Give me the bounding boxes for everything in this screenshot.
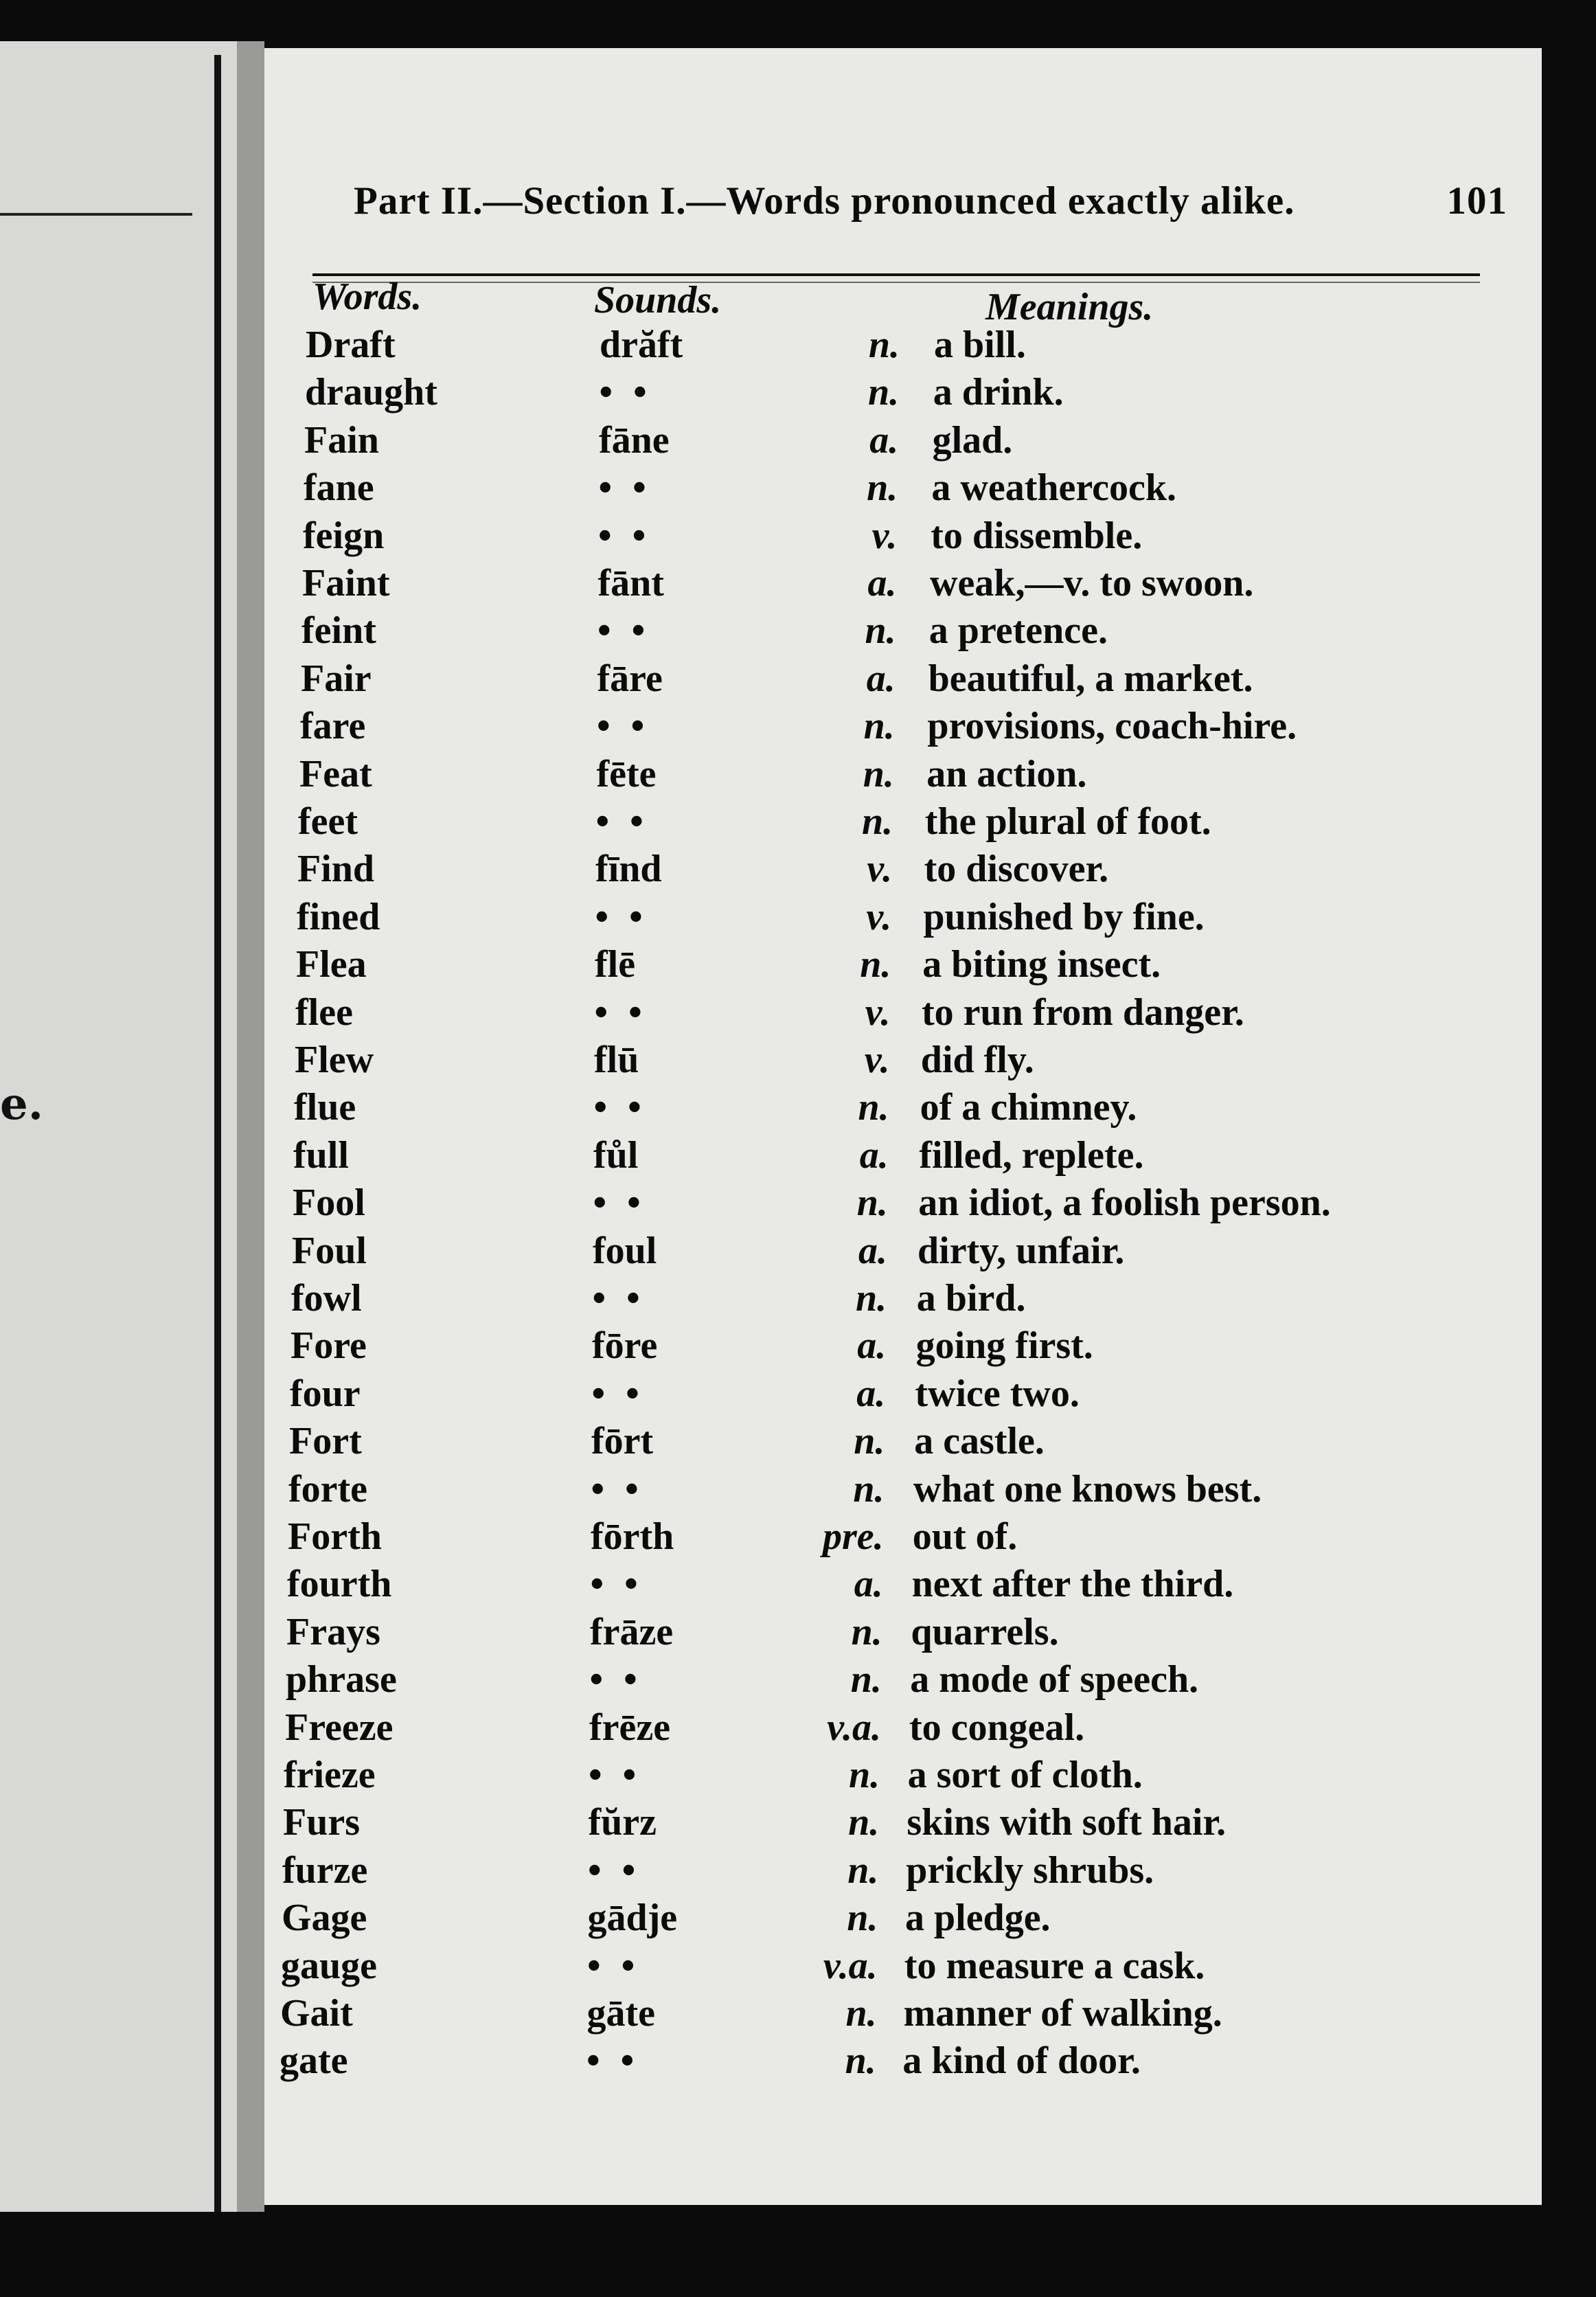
part-of-speech-cell: n. [849, 1754, 880, 1796]
table-row [264, 1657, 1501, 1701]
part-of-speech-cell: a. [856, 1372, 886, 1415]
sound-cell: • • [590, 1563, 643, 1605]
book-page [264, 48, 1542, 2205]
table-row [264, 1944, 1501, 1988]
sound-cell: • • [591, 1372, 645, 1415]
word-cell: feet [298, 800, 358, 843]
sound-cell: fāne [599, 419, 670, 462]
table-row [264, 1610, 1501, 1654]
facing-page-rule [0, 213, 192, 216]
sound-cell: fānt [597, 562, 664, 604]
meaning-cell: quarrels. [911, 1611, 1059, 1653]
sound-cell: • • [589, 1754, 642, 1796]
sound-cell: foul [593, 1230, 657, 1272]
word-cell: Foul [292, 1230, 367, 1272]
word-cell: gate [280, 2039, 348, 2082]
table-row [264, 1038, 1501, 1082]
meaning-cell: a pretence. [928, 609, 1108, 652]
word-cell: fane [304, 466, 374, 509]
part-of-speech-cell: v. [866, 896, 892, 938]
part-of-speech-cell: n. [863, 705, 895, 747]
part-of-speech-cell: v. [864, 1039, 890, 1081]
word-cell: furze [282, 1849, 368, 1892]
meaning-cell: a mode of speech. [910, 1658, 1199, 1701]
part-of-speech-cell: n. [847, 1897, 878, 1939]
meaning-cell: to congeal. [909, 1706, 1085, 1749]
sound-cell: frāze [590, 1611, 674, 1653]
facing-page-edge-text: e. [0, 1078, 43, 1130]
part-of-speech-cell: a. [859, 1134, 889, 1177]
part-of-speech-cell: v.a. [823, 1945, 878, 1987]
word-cell: Fain [304, 419, 379, 462]
meaning-cell: glad. [932, 419, 1013, 462]
part-of-speech-cell: n. [860, 943, 891, 986]
sound-cell: • • [587, 1945, 641, 1987]
sound-cell: • • [595, 800, 649, 843]
word-cell: frieze [284, 1754, 376, 1796]
table-row [264, 752, 1501, 796]
meaning-cell: punished by fine. [923, 896, 1205, 938]
word-cell: flee [295, 991, 353, 1034]
word-cell: four [290, 1372, 361, 1415]
word-cell: Freeze [285, 1706, 394, 1749]
table-row [264, 514, 1501, 558]
part-of-speech-cell: n. [865, 609, 896, 652]
book-spine-shadow [214, 55, 221, 2212]
word-cell: fined [297, 896, 380, 938]
part-of-speech-cell: a. [869, 419, 899, 462]
meaning-cell: of a chimney. [920, 1086, 1137, 1129]
meaning-cell: a sort of cloth. [907, 1754, 1143, 1796]
meaning-cell: what one knows best. [913, 1468, 1262, 1510]
sound-cell: gādje [587, 1897, 678, 1939]
part-of-speech-cell: n. [867, 466, 898, 509]
part-of-speech-cell: n. [851, 1611, 882, 1653]
part-of-speech-cell: a. [867, 562, 897, 604]
sound-cell: • • [592, 1277, 646, 1320]
table-row [264, 657, 1501, 701]
part-of-speech-cell: n. [856, 1181, 888, 1224]
word-cell: Feat [299, 753, 372, 795]
table-row [264, 2039, 1501, 2083]
word-cell: fowl [291, 1277, 362, 1320]
word-cell: Faint [302, 562, 390, 604]
header-rule-thin [312, 282, 1480, 283]
sound-cell: • • [589, 1658, 643, 1701]
sound-cell: • • [595, 896, 648, 938]
meaning-cell: the plural of foot. [924, 800, 1211, 843]
word-cell: Flea [296, 943, 367, 986]
facing-page-edge [0, 41, 237, 2212]
meaning-cell: a biting insect. [922, 943, 1161, 986]
word-cell: phrase [286, 1658, 397, 1701]
part-of-speech-cell: n. [863, 753, 894, 795]
meaning-cell: an action. [926, 753, 1087, 795]
sound-cell: fōrth [591, 1515, 674, 1558]
sound-cell: flū [594, 1039, 639, 1081]
sound-cell: fŭrz [588, 1801, 657, 1844]
word-cell: Fort [289, 1420, 362, 1462]
part-of-speech-cell: n. [845, 1992, 877, 2035]
meaning-cell: out of. [912, 1515, 1018, 1558]
sound-cell: • • [599, 371, 652, 414]
meaning-cell: weak,—v. to swoon. [930, 562, 1254, 604]
meaning-cell: to measure a cask. [904, 1945, 1205, 1987]
part-of-speech-cell: n. [868, 324, 900, 366]
meaning-cell: skins with soft hair. [907, 1801, 1227, 1844]
table-row [264, 800, 1501, 844]
word-cell: fourth [287, 1563, 392, 1605]
word-cell: Furs [283, 1801, 360, 1844]
part-of-speech-cell: n. [850, 1658, 882, 1701]
part-of-speech-cell: v. [871, 514, 898, 557]
table-row [264, 1372, 1501, 1416]
part-of-speech-cell: n. [854, 1420, 885, 1462]
sound-cell: • • [588, 1849, 641, 1892]
word-cell: Fool [293, 1181, 365, 1224]
word-cell: flue [294, 1086, 356, 1129]
sound-cell: • • [593, 1181, 646, 1224]
table-row [264, 847, 1501, 891]
meaning-cell: a bill. [934, 324, 1026, 366]
sound-cell: • • [593, 1086, 647, 1129]
sound-cell: drăft [600, 324, 683, 366]
meaning-cell: a weathercock. [931, 466, 1177, 509]
word-cell: gauge [281, 1945, 377, 1987]
table-row [264, 1085, 1501, 1129]
part-of-speech-cell: v. [867, 848, 893, 890]
word-cell: Flew [295, 1039, 374, 1081]
table-row [264, 895, 1501, 939]
meaning-cell: to dissemble. [931, 514, 1143, 557]
meaning-cell: to discover. [924, 848, 1109, 890]
sound-cell: • • [597, 609, 651, 652]
word-cell: Fore [290, 1324, 367, 1367]
table-row [264, 418, 1501, 462]
word-cell: Gait [280, 1992, 353, 2035]
sound-cell: frēze [589, 1706, 671, 1749]
table-row [264, 1706, 1501, 1750]
table-row [264, 1276, 1501, 1320]
word-cell: fare [300, 705, 366, 747]
header-rule [312, 273, 1480, 276]
part-of-speech-cell: a. [857, 1324, 887, 1367]
word-cell: Fair [301, 657, 372, 700]
meaning-cell: prickly shrubs. [906, 1849, 1154, 1892]
binding-gutter [237, 41, 264, 2212]
part-of-speech-cell: a. [858, 1230, 887, 1272]
table-row [264, 1181, 1501, 1225]
part-of-speech-cell: n. [853, 1468, 885, 1510]
part-of-speech-cell: n. [855, 1277, 887, 1320]
table-row [264, 466, 1501, 510]
meaning-cell: to run from danger. [922, 991, 1244, 1034]
table-row [264, 370, 1501, 414]
sound-cell: • • [594, 991, 648, 1034]
meaning-cell: dirty, unfair. [917, 1230, 1125, 1272]
table-row [264, 1419, 1501, 1463]
column-heading-sounds: Sounds. [594, 279, 722, 321]
meaning-cell: a bird. [916, 1277, 1026, 1320]
table-row [264, 1467, 1501, 1511]
word-cell: forte [288, 1468, 368, 1510]
meaning-cell: manner of walking. [903, 1992, 1222, 2035]
sound-cell: fēte [596, 753, 657, 795]
meaning-cell: a pledge. [905, 1897, 1051, 1939]
sound-cell: gāte [586, 1992, 656, 2035]
sound-cell: • • [597, 705, 650, 747]
sound-cell: fīnd [595, 848, 662, 890]
part-of-speech-cell: n. [858, 1086, 889, 1129]
word-cell: draught [305, 371, 437, 414]
table-row [264, 991, 1501, 1034]
sound-cell: fōrt [591, 1420, 654, 1462]
word-cell: Draft [306, 324, 396, 366]
word-cell: Gage [282, 1897, 367, 1939]
meaning-cell: an idiot, a foolish person. [918, 1181, 1331, 1224]
page-title: Part II.—Section I.—Words pronounced exactly alike. [354, 179, 1295, 223]
word-cell: feign [303, 514, 385, 557]
table-row [264, 1991, 1501, 2035]
page-number: 101 [1446, 179, 1507, 223]
word-cell: Frays [286, 1611, 380, 1653]
column-heading-words: Words. [312, 275, 422, 318]
part-of-speech-cell: v. [865, 991, 891, 1034]
part-of-speech-cell: n. [867, 371, 900, 414]
sound-cell: • • [591, 1468, 644, 1510]
meaning-cell: going first. [915, 1324, 1093, 1367]
table-row [264, 704, 1501, 748]
running-header [354, 179, 1507, 223]
sound-cell: flē [595, 943, 636, 986]
part-of-speech-cell: a. [866, 657, 896, 700]
table-row [264, 323, 1501, 367]
table-row [264, 1848, 1501, 1892]
sound-cell: • • [598, 514, 652, 557]
table-row [264, 1562, 1501, 1606]
word-cell: Forth [288, 1515, 382, 1558]
part-of-speech-cell: pre. [822, 1515, 884, 1558]
part-of-speech-cell: n. [845, 2039, 876, 2082]
meaning-cell: a castle. [914, 1420, 1045, 1462]
sound-cell: fāre [597, 657, 663, 700]
column-heading-meanings: Meanings. [985, 286, 1154, 328]
sound-cell: • • [586, 2039, 640, 2082]
meaning-cell: a drink. [933, 371, 1064, 414]
meaning-cell: beautiful, a market. [928, 657, 1253, 700]
table-row [264, 1800, 1501, 1844]
word-cell: feint [301, 609, 376, 652]
word-cell: full [293, 1134, 349, 1177]
part-of-speech-cell: v.a. [827, 1706, 881, 1749]
table-row [264, 1229, 1501, 1273]
meaning-cell: provisions, coach-hire. [927, 705, 1297, 747]
table-row [264, 942, 1501, 986]
sound-cell: fůl [593, 1134, 639, 1177]
part-of-speech-cell: n. [847, 1849, 879, 1892]
word-cell: Find [297, 848, 375, 890]
meaning-cell: did fly. [920, 1039, 1034, 1081]
part-of-speech-cell: n. [861, 800, 893, 843]
meaning-cell: next after the third. [911, 1563, 1234, 1605]
meaning-cell: a kind of door. [902, 2039, 1141, 2082]
table-row [264, 609, 1501, 653]
table-row [264, 1324, 1501, 1368]
part-of-speech-cell: n. [848, 1801, 880, 1844]
table-row [264, 1133, 1501, 1177]
sound-cell: fōre [592, 1324, 658, 1367]
table-row [264, 561, 1501, 605]
meaning-cell: filled, replete. [919, 1134, 1144, 1177]
part-of-speech-cell: a. [854, 1563, 883, 1605]
table-row [264, 1896, 1501, 1940]
sound-cell: • • [598, 466, 652, 509]
table-row [264, 1515, 1501, 1559]
meaning-cell: twice two. [915, 1372, 1080, 1415]
table-row [264, 1753, 1501, 1797]
